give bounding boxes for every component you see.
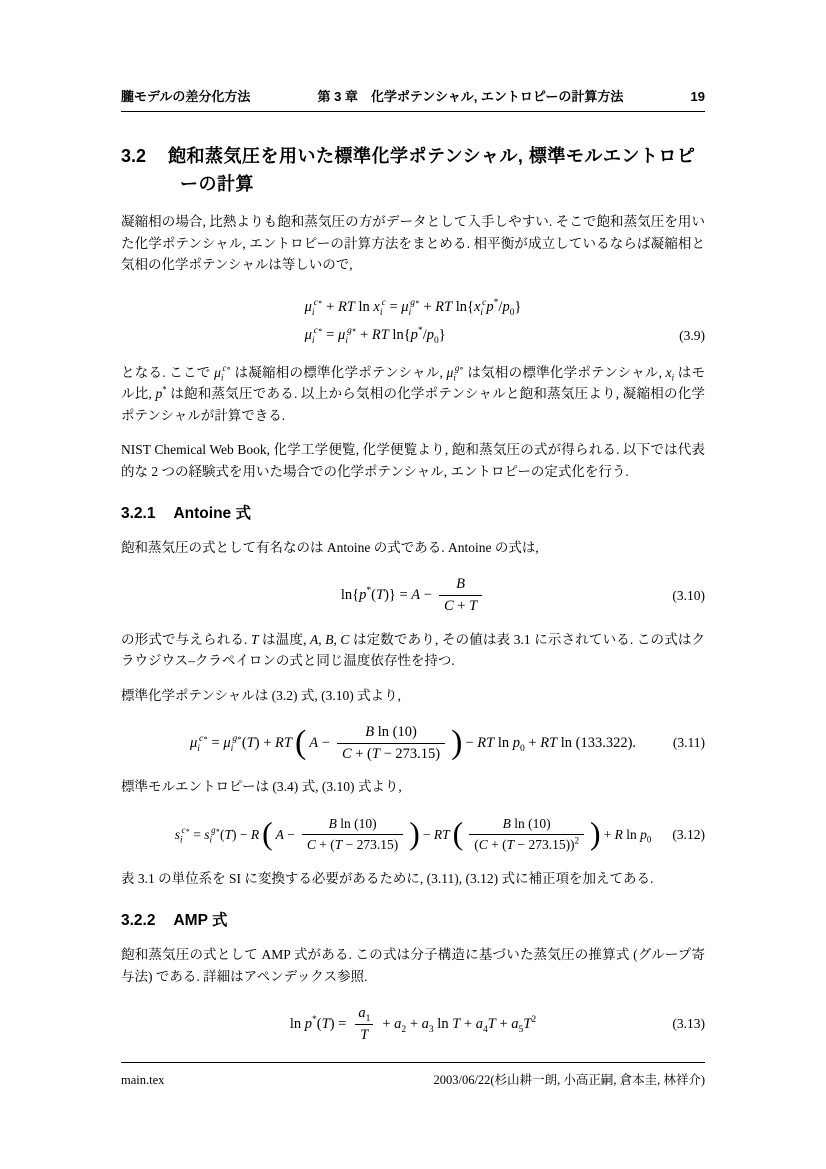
subsection-title: Antoine 式 [173, 505, 251, 522]
paragraph-si-correction: 表 3.1 の単位系を SI に変換する必要があるために, (3.11), (3.12) 式に補正項を加えてある. [121, 870, 654, 886]
fraction [302, 816, 403, 853]
paragraph-antoine-form: の形式で与えられる. T は温度, A, B, C は定数であり, その値は表 3.1 に示されている. この式はクラウジウス–クラペイロンの式と同じ温度依存性を持つ. [121, 631, 706, 668]
equation-3-12-pre: $s_i^{c\circ} = s_i^{g\circ}(T) - R$ [174, 825, 260, 845]
fraction [469, 816, 584, 853]
header-page-number: 19 [690, 89, 705, 104]
section-title: 飽和蒸気圧を用いた標準化学ポテンシャル, 標準モルエントロピーの計算 [168, 146, 696, 194]
page-header [121, 86, 705, 105]
equation-3-12 [121, 815, 705, 855]
paragraph-nist: NIST Chemical Web Book, 化学工学便覧, 化学便覧より, 飽和蒸気圧の式が得られる. 以下では代表的な 2 つの経験式を用いた場合での化学ポテンシャル, エントロピーの定式化を行う. [121, 442, 705, 479]
equation-number: (3.12) [672, 826, 705, 842]
fraction [337, 724, 445, 763]
right-paren: ) [590, 816, 601, 852]
equation-3-11-pre: $\mu_i^{c\circ} = \mu_i^{g\circ}(T)$ + RT [189, 732, 292, 754]
equation-number: (3.9) [679, 327, 705, 343]
equation-3-10-lhs: ln{p*(T)} = A − [340, 585, 432, 603]
equation-number: (3.10) [672, 587, 705, 603]
left-paren: ( [294, 723, 307, 761]
equation-3-13 [121, 1004, 705, 1044]
paragraph-amp-intro: 飽和蒸気圧の式として AMP 式がある. この式は分子構造に基づいた蒸気圧の推算式 (グループ寄与法) である. 詳細はアペンデックス参照. [121, 947, 705, 984]
footer-filename: main.tex [121, 1073, 165, 1087]
footer-date-authors: 2003/06/22(杉山耕一朗, 小高正嗣, 倉本圭, 林祥介) [433, 1073, 705, 1087]
equation-3-11-inner: A − [309, 734, 330, 751]
equation-number: (3.13) [672, 1016, 705, 1031]
fraction-denominator: $(C + (T - 273.15))^2$ [469, 834, 584, 853]
equation-3-10 [121, 576, 705, 616]
right-paren: ) [451, 723, 463, 761]
fraction-denominator: C + (T − 273.15) [337, 743, 445, 763]
equation-number: (3.11) [672, 735, 705, 750]
equation-3-9-line1: $\mu_i^{c\circ}$ + RT $\ln x_i^c = \mu_i^{g\circ}$ + RT $\ln\{x_i^cp^*/p_0\}$ [304, 296, 522, 318]
equation-3-9 [121, 293, 705, 349]
equation-3-12-inner: A − [275, 826, 295, 842]
paragraph-mu-from: 標準化学ポテンシャルは (3.2) 式, (3.10) 式より, [121, 687, 401, 703]
page-footer [121, 1062, 705, 1088]
paragraph-intro: 凝縮相の場合, 比熱よりも飽和蒸気圧の方がデータとして入手しやすい. そこで飽和蒸気圧を用いた化学ポテンシャル, エントロピーの計算方法をまとめる. 相平衡が成立しているならば凝縮相と気相の化学ポテンシャルは等しいので, [121, 214, 705, 272]
equation-3-9-lines [305, 293, 522, 349]
fraction-numerator: $a_1$ [358, 1004, 371, 1024]
paragraph-antoine-intro: 飽和蒸気圧の式として有名なのは Antoine の式である. Antoine の式は, [121, 540, 539, 555]
equation-3-13-post: + $a_2 + a_3$ $\ln T + a_4T + a_5T^2$ [382, 1013, 537, 1035]
fraction-numerator: B ln (10) [365, 723, 417, 740]
fraction-numerator: B ln (10) [328, 816, 377, 831]
fraction-denominator: C + (T − 273.15) [302, 834, 403, 853]
left-paren: ( [452, 816, 464, 852]
section-heading [121, 142, 705, 198]
section-number: 3.2 [121, 146, 147, 166]
fraction-denominator: C + T [439, 595, 482, 615]
subsection-number: 3.2.1 [121, 505, 156, 522]
subsection-title: AMP 式 [173, 912, 228, 929]
equation-3-12-mid: − RT [422, 826, 450, 842]
header-chapter-title: 第 3 章 化学ポテンシャル, エントロピーの計算方法 [317, 89, 624, 104]
right-paren: ) [409, 816, 420, 852]
fraction [439, 576, 482, 615]
subsection-heading-antoine [121, 504, 705, 524]
header-rule [121, 111, 705, 112]
header-doc-title: 朧モデルの差分化方法 [121, 89, 251, 104]
left-paren: ( [262, 816, 273, 852]
equation-3-13-lhs: ln p*(T) = [289, 1013, 347, 1032]
paragraph-symbols: となる. ここで $\mu_i^{c\circ}$ は凝縮相の標準化学ポテンシャル, $\mu_i^{g\circ}$ は気相の標準化学ポテンシャル, $x_i$ はモル比, p* は飽和蒸気圧である. 以上から気相の化学ポテンシャルと飽和蒸気圧より, 凝縮相の化学ポテンシャルが計算できる. [121, 363, 706, 423]
equation-3-9-line2: $\mu_i^{c\circ} = \mu_i^{g\circ}$ + RT $\ln\{p^*/p_0\}$ [304, 324, 446, 346]
fraction-numerator: B [456, 576, 465, 592]
paragraph-entropy-from: 標準モルエントロピーは (3.4) 式, (3.10) 式より, [121, 779, 402, 794]
fraction-denominator: T [355, 1024, 373, 1044]
subsection-number: 3.2.2 [121, 912, 156, 929]
equation-3-11-post: − RT $\ln p_0$ + RT ln (133.322). [465, 734, 637, 754]
fraction-numerator: B ln (10) [502, 816, 551, 831]
equation-3-12-post: + R $\ln p_0$ [603, 826, 652, 845]
fraction [353, 1005, 375, 1044]
equation-3-11 [121, 723, 705, 763]
subsection-heading-amp [121, 911, 705, 931]
